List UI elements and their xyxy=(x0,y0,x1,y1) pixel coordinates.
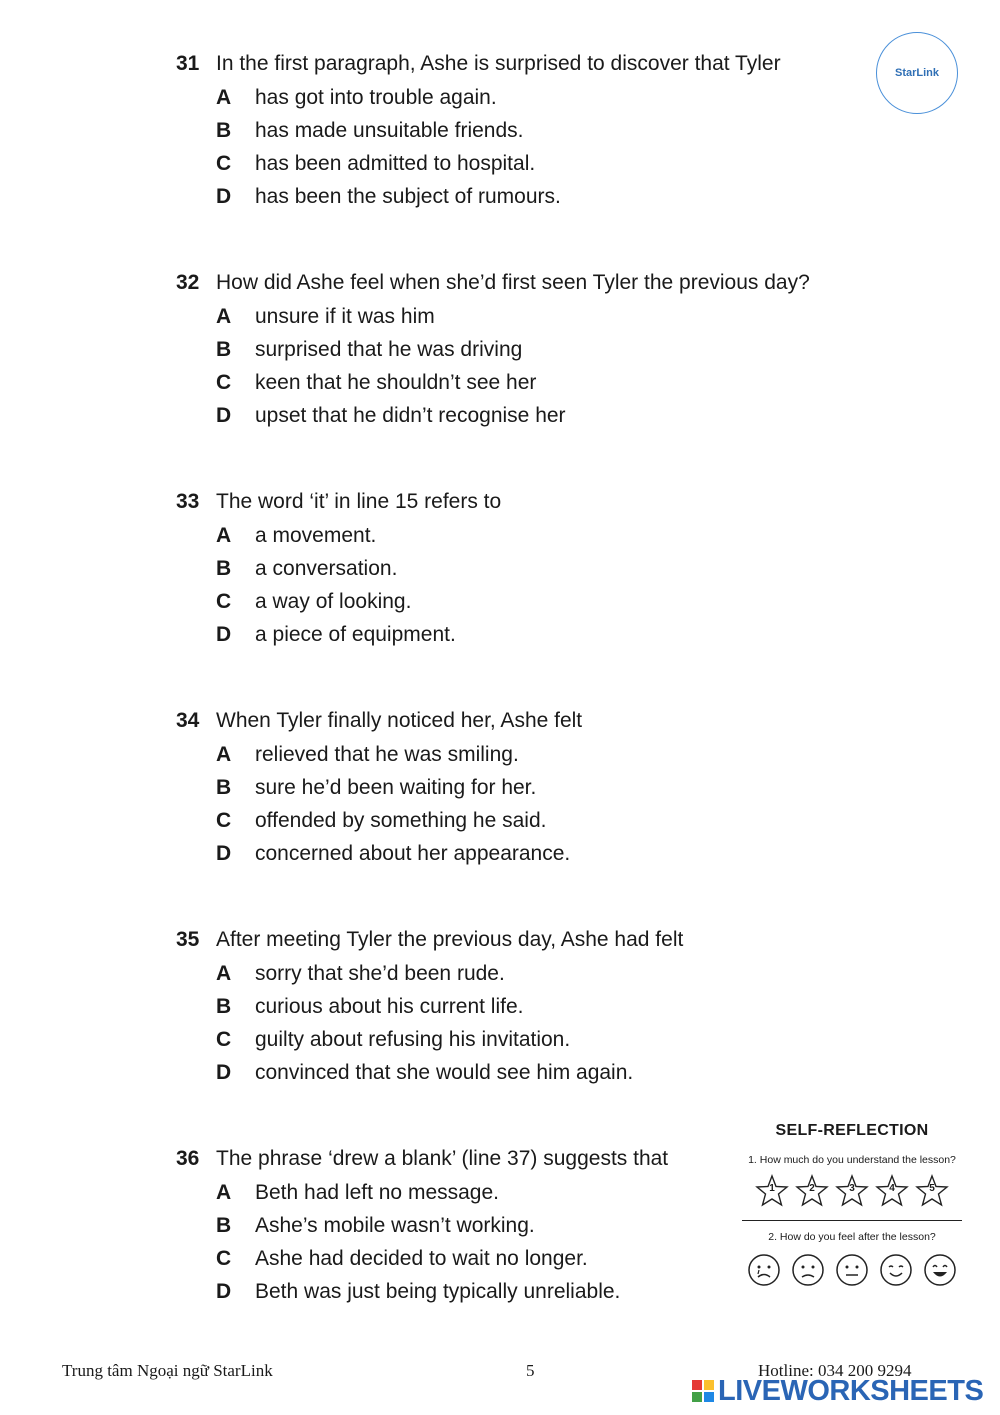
option-b[interactable] xyxy=(216,776,582,809)
option-letter: B xyxy=(216,776,232,799)
option-text: Beth was just being typically unreliable. xyxy=(255,1280,621,1303)
option-letter: C xyxy=(216,809,232,832)
option-text: curious about his current life. xyxy=(255,995,524,1018)
page-number: 5 xyxy=(526,1361,535,1380)
option-text: Ashe’s mobile wasn’t working. xyxy=(255,1214,535,1237)
self-reflection-panel xyxy=(736,1122,968,1287)
option-letter: A xyxy=(216,962,232,985)
smiling-face-icon[interactable] xyxy=(879,1253,913,1287)
star-2-icon[interactable] xyxy=(795,1174,829,1208)
star-label: 5 xyxy=(929,1183,935,1194)
option-c[interactable] xyxy=(216,1028,683,1061)
option-letter: D xyxy=(216,404,232,427)
option-d[interactable] xyxy=(216,1061,683,1094)
option-text: Ashe had decided to wait no longer. xyxy=(255,1247,588,1270)
star-label: 4 xyxy=(889,1183,895,1194)
star-label: 2 xyxy=(809,1183,815,1194)
option-letter: B xyxy=(216,338,232,361)
star-1-icon[interactable] xyxy=(755,1174,789,1208)
option-text: concerned about her appearance. xyxy=(255,842,571,865)
divider xyxy=(742,1220,962,1221)
option-c[interactable] xyxy=(216,152,781,185)
feeling-question: 2. How do you feel after the lesson? xyxy=(768,1231,936,1243)
option-b[interactable] xyxy=(216,995,683,1028)
option-text: upset that he didn’t recognise her xyxy=(255,404,566,427)
option-letter: A xyxy=(216,743,232,766)
option-c[interactable] xyxy=(216,590,501,623)
option-letter: C xyxy=(216,1247,232,1270)
question-32 xyxy=(176,271,810,437)
option-c[interactable] xyxy=(216,809,582,842)
neutral-face-icon[interactable] xyxy=(835,1253,869,1287)
star-label: 3 xyxy=(849,1183,855,1194)
footer-center-name: Trung tâm Ngoại ngữ StarLink xyxy=(62,1361,273,1380)
crying-face-icon[interactable] xyxy=(747,1253,781,1287)
option-text: Beth had left no message. xyxy=(255,1181,499,1204)
option-letter: C xyxy=(216,152,232,175)
option-d[interactable] xyxy=(216,404,810,437)
option-text: convinced that she would see him again. xyxy=(255,1061,634,1084)
starlink-logo xyxy=(876,32,958,114)
option-letter: A xyxy=(216,1181,232,1204)
footer-hotline: Hotline: 034 200 9294 xyxy=(758,1361,912,1380)
option-letter: D xyxy=(216,185,232,208)
question-number: 32 xyxy=(176,271,200,294)
understanding-question: 1. How much do you understand the lesson? xyxy=(748,1154,956,1166)
option-text: a movement. xyxy=(255,524,377,547)
option-letter: C xyxy=(216,1028,232,1051)
option-c[interactable] xyxy=(216,371,810,404)
option-b[interactable] xyxy=(216,119,781,152)
option-a[interactable] xyxy=(216,962,683,995)
star-5-icon[interactable] xyxy=(915,1174,949,1208)
question-31 xyxy=(176,52,781,218)
option-a[interactable] xyxy=(216,524,501,557)
option-letter: B xyxy=(216,995,232,1018)
option-letter: B xyxy=(216,1214,232,1237)
option-text: has been the subject of rumours. xyxy=(255,185,561,208)
option-text: sorry that she’d been rude. xyxy=(255,962,505,985)
question-36 xyxy=(176,1147,668,1313)
question-number: 34 xyxy=(176,709,200,732)
option-b[interactable] xyxy=(216,338,810,371)
star-label: 1 xyxy=(769,1183,775,1194)
question-number: 31 xyxy=(176,52,200,75)
option-d[interactable] xyxy=(216,623,501,656)
grinning-face-icon[interactable] xyxy=(923,1253,957,1287)
question-number: 35 xyxy=(176,928,200,951)
option-letter: C xyxy=(216,590,232,613)
watermark-text: LIVEWORKSHEETS xyxy=(718,1375,984,1407)
option-letter: D xyxy=(216,1061,232,1084)
self-reflection-title: SELF-REFLECTION xyxy=(775,1122,929,1139)
option-b[interactable] xyxy=(216,1214,668,1247)
option-text: offended by something he said. xyxy=(255,809,547,832)
feeling-faces xyxy=(736,1253,968,1287)
option-letter: D xyxy=(216,842,232,865)
option-d[interactable] xyxy=(216,1280,668,1313)
option-letter: B xyxy=(216,557,232,580)
option-letter: A xyxy=(216,86,232,109)
option-text: a conversation. xyxy=(255,557,398,580)
sad-face-icon[interactable] xyxy=(791,1253,825,1287)
option-text: relieved that he was smiling. xyxy=(255,743,519,766)
liveworksheets-watermark xyxy=(692,1376,983,1406)
option-d[interactable] xyxy=(216,185,781,218)
liveworksheets-logo-icon xyxy=(692,1380,714,1402)
option-letter: B xyxy=(216,119,232,142)
option-text: has got into trouble again. xyxy=(255,86,497,109)
question-number: 33 xyxy=(176,490,200,513)
star-3-icon[interactable] xyxy=(835,1174,869,1208)
option-text: has been admitted to hospital. xyxy=(255,152,536,175)
question-33 xyxy=(176,490,501,656)
option-text: a way of looking. xyxy=(255,590,412,613)
option-text: keen that he shouldn’t see her xyxy=(255,371,537,394)
option-a[interactable] xyxy=(216,86,781,119)
option-letter: A xyxy=(216,305,232,328)
option-a[interactable] xyxy=(216,743,582,776)
star-rating xyxy=(736,1174,968,1208)
logo-text: StarLink xyxy=(894,67,939,79)
option-a[interactable] xyxy=(216,1181,668,1214)
option-text: guilty about refusing his invitation. xyxy=(255,1028,571,1051)
option-text: a piece of equipment. xyxy=(255,623,456,646)
question-text: In the first paragraph, Ashe is surprised to discover that Tyler xyxy=(216,52,781,75)
option-d[interactable] xyxy=(216,842,582,875)
option-letter: D xyxy=(216,623,232,646)
question-35 xyxy=(176,928,683,1094)
question-text: When Tyler finally noticed her, Ashe felt xyxy=(216,709,583,732)
question-34 xyxy=(176,709,582,875)
option-letter: C xyxy=(216,371,232,394)
option-text: sure he’d been waiting for her. xyxy=(255,776,537,799)
option-text: unsure if it was him xyxy=(255,305,435,328)
question-text: The word ‘it’ in line 15 refers to xyxy=(216,490,502,513)
question-text: After meeting Tyler the previous day, Ashe had felt xyxy=(216,928,684,951)
star-4-icon[interactable] xyxy=(875,1174,909,1208)
option-letter: A xyxy=(216,524,232,547)
option-text: has made unsuitable friends. xyxy=(255,119,524,142)
option-text: surprised that he was driving xyxy=(255,338,523,361)
option-c[interactable] xyxy=(216,1247,668,1280)
option-b[interactable] xyxy=(216,557,501,590)
option-a[interactable] xyxy=(216,305,810,338)
question-text: The phrase ‘drew a blank’ (line 37) suggests that xyxy=(216,1147,669,1170)
option-letter: D xyxy=(216,1280,232,1303)
question-text: How did Ashe feel when she’d first seen Tyler the previous day? xyxy=(216,271,810,294)
question-number: 36 xyxy=(176,1147,200,1170)
